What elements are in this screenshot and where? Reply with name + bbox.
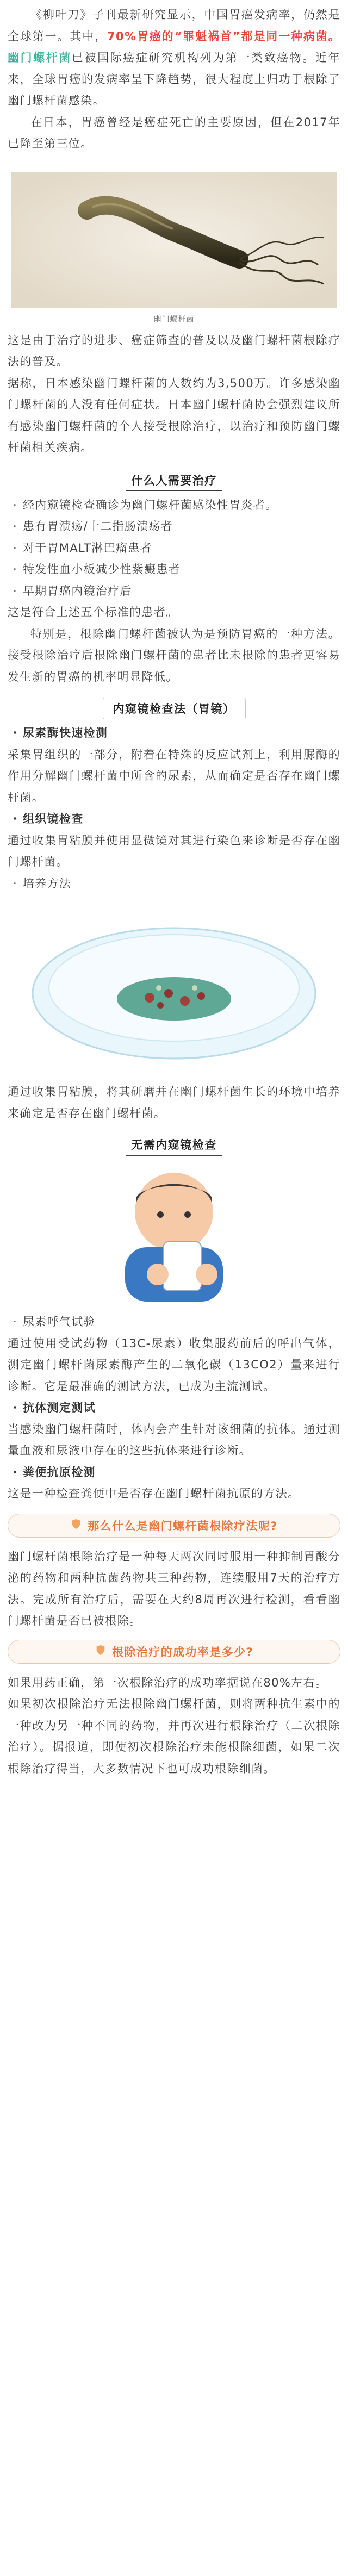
endo-m3-title: · 培养方法 <box>13 876 72 890</box>
q1-text: 幽门螺杆菌根除治疗是一种每天两次同时服用一种抑制胃酸分泌的药物和两种抗菌药物共三种药物，连续服用7天的治疗方法。完成所有治疗后，需要在大约8周再次进行检测，看看幽门螺杆菌是否已被根除。 <box>8 1550 340 1627</box>
nonendo-heading: 无需内窥镜检查 <box>8 1134 340 1156</box>
petri-dish-icon <box>22 906 326 1069</box>
bacteria-photo <box>11 172 337 324</box>
child-with-cup-icon <box>76 1166 272 1302</box>
who-item-3: · 特发性血小板减少性紫癜患者 <box>13 563 181 576</box>
nonendo-m2-text: 当感染幽门螺杆菌时，体内会产生针对该细菌的抗体。通过测量血液和尿液中存在的这些抗体来进行诊断。 <box>8 1422 340 1457</box>
intro-highlight-hp: 幽门螺杆菌 <box>8 51 72 64</box>
intro-text-d: 已被国际癌症研究机构列为第一类致癌物。近年来，全球胃癌的发病率呈下降趋势，很大程度上归功于根除了幽门螺杆菌感染。 <box>8 51 340 107</box>
photo-caption: 幽门螺杆菌 <box>153 315 195 324</box>
intro-highlight-70: 70%胃癌的“罪魁祸首”都是同一种病菌。 <box>107 29 340 43</box>
petri-dish-image <box>22 906 326 1069</box>
body-paragraph-1: 这是由于治疗的进步、癌症筛查的普及以及幽门螺杆菌根除疗法的普及。 <box>8 333 340 368</box>
question-box-2: 根除治疗的成功率是多少? <box>8 1640 340 1664</box>
intro-paragraph-1 <box>8 0 340 112</box>
q2-text-2: 如果初次根除治疗无法根除幽门螺杆菌，则将两种抗生素中的一种改为另一种不同的药物，并再次进行根除治疗（二次根除治疗）。据报道，即使初次根除治疗未能根除细菌，如果二次根除治疗得当，大多数情况下也可成功根除细菌。 <box>8 1697 340 1775</box>
who-item-2: · 对于胃MALT淋巴瘤患者 <box>13 541 152 555</box>
shield-icon <box>95 1644 107 1659</box>
who-after: 这是符合上述五个标准的患者。 <box>8 606 178 619</box>
nonendo-m1-text: 通过使用受试药物（13C-尿素）收集服药前后的呼出气体，测定幽门螺杆菌尿素酶产生的二氧化碳（13CO2）量来进行诊断。它是最准确的测试方法，已成为主流测试。 <box>8 1336 340 1393</box>
endo-m2-text: 通过收集胃粘膜并使用显微镜对其进行染色来诊断是否存在幽门螺杆菌。 <box>8 833 340 868</box>
endo-m1-title: · 尿素酶快速检测 <box>13 726 108 739</box>
nonendo-m2-title: · 抗体测定测试 <box>13 1401 96 1414</box>
child-illustration <box>76 1166 272 1302</box>
endo-heading: 内窥镜检查法（胃镜） <box>8 698 340 719</box>
shield-icon <box>70 1518 82 1533</box>
nonendo-m1-title: · 尿素呼气试验 <box>13 1315 96 1328</box>
question-box-1: 那么什么是幽门螺杆菌根除疗法呢? <box>8 1514 340 1538</box>
intro-text-a: 《柳叶刀》子刊最新研究显示，中国胃癌发病率，仍然是全球第一。其中， <box>8 8 340 43</box>
who-item-4: · 早期胃癌内镜治疗后 <box>13 584 132 598</box>
endo-m1-text: 采集胃组织的一部分，附着在特殊的反应试剂上，利用脲酶的作用分解幽门螺杆菌中所含的尿素，从而确定是否存在幽门螺杆菌。 <box>8 748 340 804</box>
intro-paragraph-2: 在日本，胃癌曾经是癌症死亡的主要原因，但在2017年已降至第三位。 <box>8 115 340 150</box>
who-heading: 什么人需要治疗 <box>8 470 340 491</box>
who-item-1: · 患有胃溃疡/十二指肠溃疡者 <box>13 520 173 533</box>
who-item-0: · 经内窥镜检查确诊为幽门螺杆菌感染性胃炎者。 <box>13 498 278 512</box>
endo-m2-title: · 组织镜检查 <box>13 812 84 825</box>
nonendo-m3-text: 这是一种检查粪便中是否存在幽门螺杆菌抗原的方法。 <box>8 1487 300 1500</box>
body-paragraph-2: 据称，日本感染幽门螺杆菌的人数约为3,500万。许多感染幽门螺杆菌的人没有任何症状。日本幽门螺杆菌协会强烈建议所有感染幽门螺杆菌的个人接受根除治疗，以治疗和预防幽门螺杆菌相关疾病。 <box>8 376 340 454</box>
nonendo-m3-title: · 粪便抗原检测 <box>13 1465 96 1479</box>
endo-m3-text: 通过收集胃粘膜，将其研磨并在幽门螺杆菌生长的环境中培养来确定是否存在幽门螺杆菌。 <box>8 1085 340 1120</box>
q2-text-1: 如果用药正确，第一次根除治疗的成功率据说在80%左右。 <box>8 1676 328 1689</box>
helicobacter-illustration <box>11 172 337 308</box>
who-special: 特别是，根除幽门螺杆菌被认为是预防胃癌的一种方法。接受根除治疗后根除幽门螺杆菌的患者比未根除的患者更容易发生新的胃癌的机率明显降低。 <box>8 627 340 683</box>
